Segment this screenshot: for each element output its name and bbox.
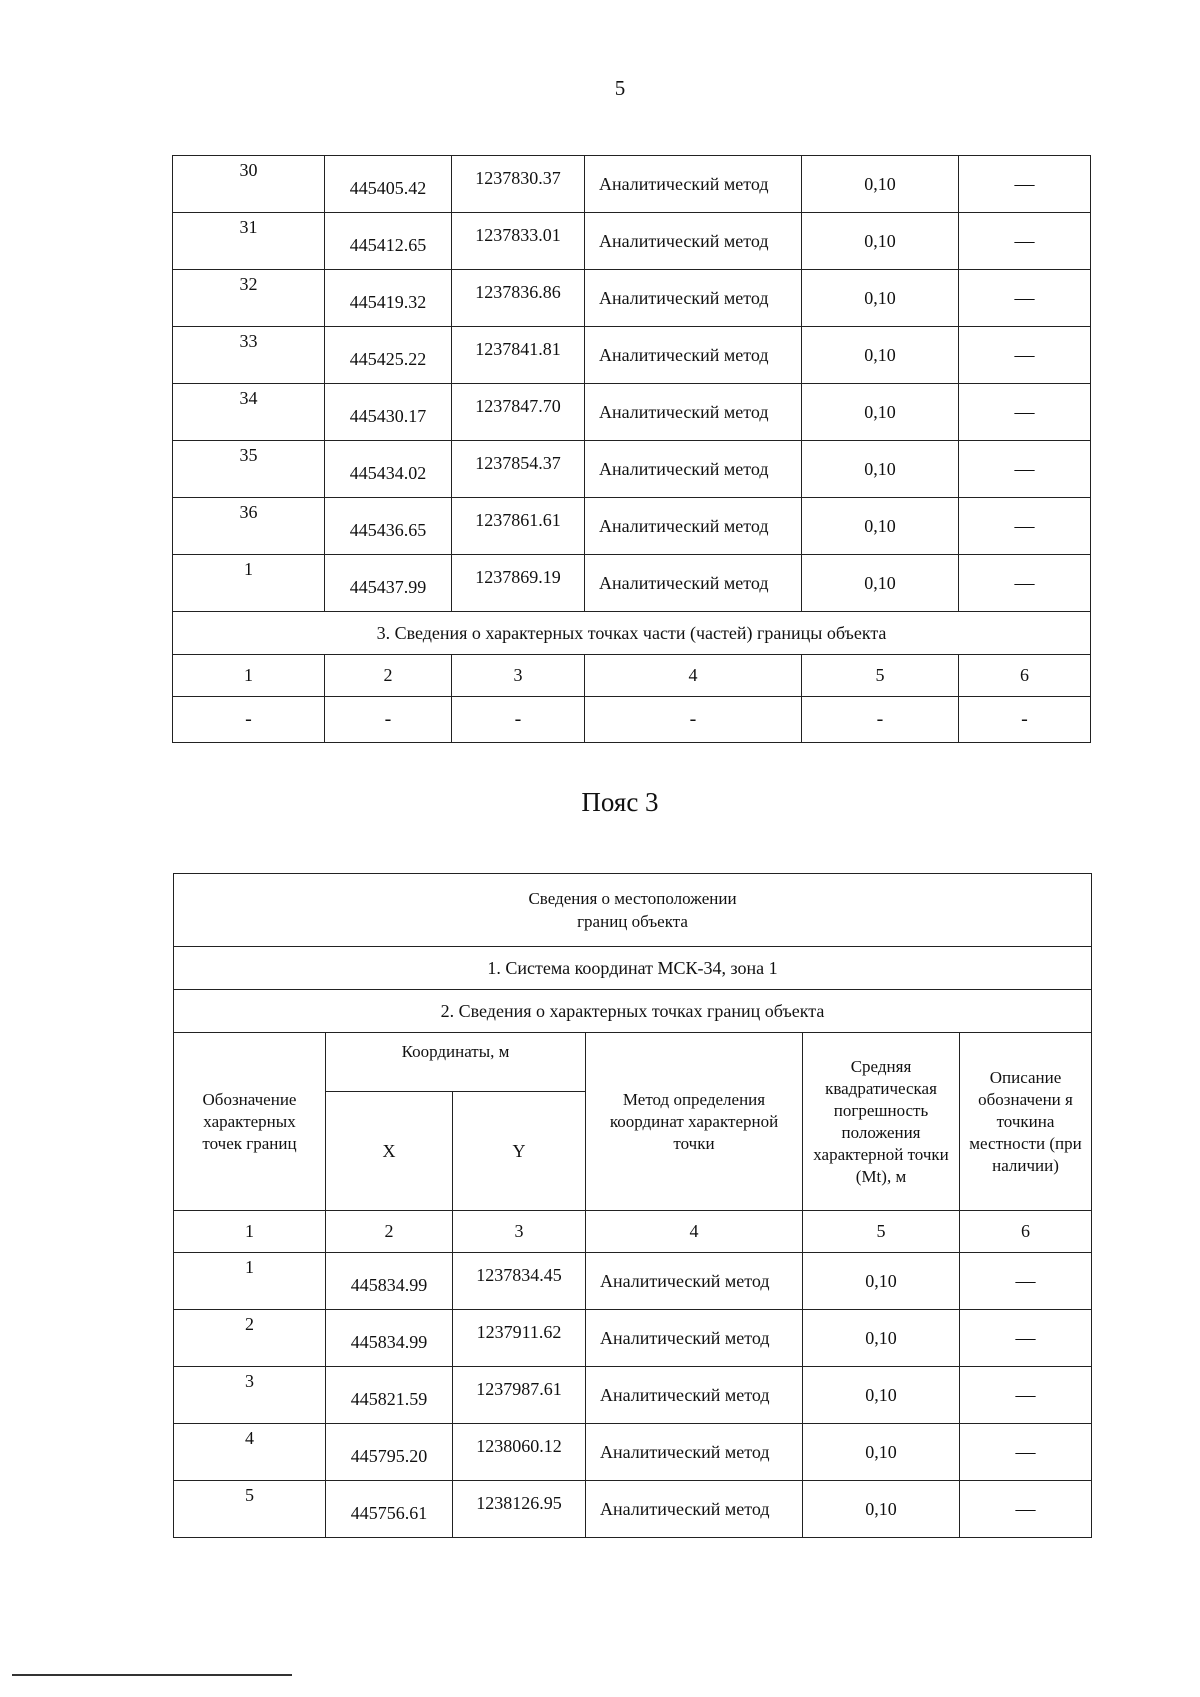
y-coordinate-cell (452, 270, 585, 327)
y-coordinate-value: 1238060.12 (476, 1435, 562, 1456)
method-cell: Аналитический метод (585, 555, 802, 612)
y-coordinate-value: 1237911.62 (476, 1321, 562, 1342)
x-coordinate-cell (326, 1310, 453, 1367)
column-index-cell: 4 (585, 655, 802, 697)
empty-value-cell: - (585, 697, 802, 743)
point-number-cell (174, 1424, 326, 1481)
table-heading (174, 874, 1092, 947)
y-coordinate-value: 1237830.37 (475, 167, 561, 188)
section3-heading: 3. Сведения о характерных точках части (частей) границы объекта (173, 612, 1091, 655)
error-cell: 0,10 (802, 327, 959, 384)
y-coordinate-cell (452, 498, 585, 555)
error-cell: 0,10 (802, 441, 959, 498)
col-y-header: Y (453, 1092, 586, 1211)
column-index-cell: 2 (326, 1211, 453, 1253)
point-number-value: 4 (245, 1428, 254, 1448)
section-title: Пояс 3 (581, 787, 659, 817)
x-coordinate-value: 445436.65 (349, 519, 427, 540)
table-heading-line2: границ объекта (577, 912, 688, 931)
x-coordinate-cell (325, 156, 452, 213)
error-cell: 0,10 (802, 270, 959, 327)
table-row (174, 1310, 1092, 1367)
point-number-cell (173, 441, 325, 498)
column-index-cell: 1 (174, 1211, 326, 1253)
boundary-points-table-continued (172, 155, 1091, 743)
error-cell: 0,10 (803, 1481, 960, 1538)
error-cell: 0,10 (803, 1253, 960, 1310)
x-coordinate-cell (325, 555, 452, 612)
footnote-rule (12, 1674, 292, 1676)
description-cell: — (959, 213, 1091, 270)
error-cell: 0,10 (803, 1310, 960, 1367)
column-index-cell: 3 (452, 655, 585, 697)
description-cell: — (960, 1310, 1092, 1367)
error-cell: 0,10 (802, 156, 959, 213)
page-number: 5 (614, 76, 626, 100)
x-coordinate-value: 445795.20 (350, 1445, 428, 1466)
y-coordinate-value: 1237847.70 (475, 395, 561, 416)
empty-value-cell: - (173, 697, 325, 743)
x-coordinate-value: 445430.17 (349, 405, 427, 426)
table-row (173, 327, 1091, 384)
point-number-cell (173, 498, 325, 555)
col-coords-header: Координаты, м (326, 1033, 586, 1092)
point-number-value: 36 (239, 502, 258, 522)
column-index-cell: 1 (173, 655, 325, 697)
y-coordinate-cell (453, 1253, 586, 1310)
x-coordinate-value: 445412.65 (349, 234, 427, 255)
col-point-header: Обозначение характерных точек границ (174, 1033, 326, 1211)
table-row (174, 1253, 1092, 1310)
method-cell: Аналитический метод (586, 1481, 803, 1538)
x-coordinate-cell (326, 1253, 453, 1310)
error-cell: 0,10 (802, 498, 959, 555)
method-cell: Аналитический метод (586, 1367, 803, 1424)
point-number-cell (174, 1310, 326, 1367)
y-coordinate-value: 1237833.01 (475, 224, 561, 245)
y-coordinate-value: 1237861.61 (475, 509, 561, 530)
point-number-cell (174, 1367, 326, 1424)
coord-system-heading: 1. Система координат МСК-34, зона 1 (174, 947, 1092, 990)
table-row (173, 213, 1091, 270)
table-row (173, 384, 1091, 441)
table-row (174, 1424, 1092, 1481)
point-number-cell (173, 327, 325, 384)
y-coordinate-value: 1237841.81 (475, 338, 561, 359)
point-number-cell (174, 1481, 326, 1538)
point-number-cell (174, 1253, 326, 1310)
x-coordinate-cell (326, 1367, 453, 1424)
method-cell: Аналитический метод (585, 213, 802, 270)
y-coordinate-cell (452, 213, 585, 270)
error-cell: 0,10 (802, 384, 959, 441)
point-number-value: 3 (245, 1371, 254, 1391)
point-number-cell (173, 270, 325, 327)
x-coordinate-cell (326, 1481, 453, 1538)
table-heading-line1: Сведения о местоположении (528, 889, 737, 908)
x-coordinate-cell (325, 327, 452, 384)
point-number-value: 2 (245, 1314, 254, 1334)
col-desc-header: Описание обозначени я точкина местности (при наличии) (960, 1033, 1092, 1211)
table-row (173, 270, 1091, 327)
y-coordinate-cell (452, 384, 585, 441)
table-row (173, 498, 1091, 555)
col-method-header: Метод определения координат характерной точки (586, 1033, 803, 1211)
empty-value-cell: - (802, 697, 959, 743)
x-coordinate-cell (325, 498, 452, 555)
x-coordinate-cell (325, 441, 452, 498)
table-row (173, 156, 1091, 213)
x-coordinate-cell (325, 384, 452, 441)
empty-value-cell: - (959, 697, 1091, 743)
point-number-value: 34 (239, 388, 258, 408)
description-cell: — (960, 1481, 1092, 1538)
method-cell: Аналитический метод (586, 1310, 803, 1367)
y-coordinate-cell (453, 1367, 586, 1424)
y-coordinate-value: 1237869.19 (475, 566, 561, 587)
description-cell: — (959, 498, 1091, 555)
description-cell: — (959, 384, 1091, 441)
empty-value-cell: - (452, 697, 585, 743)
method-cell: Аналитический метод (585, 327, 802, 384)
y-coordinate-cell (452, 327, 585, 384)
table-row (174, 1481, 1092, 1538)
error-cell: 0,10 (802, 555, 959, 612)
boundary-points-table-zone3 (173, 873, 1092, 1538)
point-number-cell (173, 384, 325, 441)
x-coordinate-value: 445434.02 (349, 462, 427, 483)
point-number-value: 35 (239, 445, 258, 465)
description-cell: — (959, 441, 1091, 498)
col-x-header: X (326, 1092, 453, 1211)
error-cell: 0,10 (803, 1424, 960, 1481)
method-cell: Аналитический метод (586, 1253, 803, 1310)
y-coordinate-cell (453, 1481, 586, 1538)
col-mt-header: Средняя квадратическая погрешность положения характерной точки (Mt), м (803, 1033, 960, 1211)
description-cell: — (960, 1424, 1092, 1481)
y-coordinate-cell (453, 1310, 586, 1367)
point-number-value: 31 (239, 217, 258, 237)
point-number-value: 33 (239, 331, 258, 351)
column-index-cell: 6 (959, 655, 1091, 697)
method-cell: Аналитический метод (586, 1424, 803, 1481)
x-coordinate-cell (326, 1424, 453, 1481)
method-cell: Аналитический метод (585, 270, 802, 327)
column-index-cell: 6 (960, 1211, 1092, 1253)
description-cell: — (959, 327, 1091, 384)
table-row (173, 441, 1091, 498)
column-index-cell: 5 (803, 1211, 960, 1253)
table-row (173, 555, 1091, 612)
method-cell: Аналитический метод (585, 441, 802, 498)
description-cell: — (960, 1253, 1092, 1310)
x-coordinate-value: 445425.22 (349, 348, 427, 369)
error-cell: 0,10 (802, 213, 959, 270)
x-coordinate-cell (325, 213, 452, 270)
column-index-cell: 4 (586, 1211, 803, 1253)
y-coordinate-value: 1238126.95 (476, 1492, 562, 1513)
x-coordinate-value: 445437.99 (349, 576, 427, 597)
y-coordinate-cell (452, 555, 585, 612)
method-cell: Аналитический метод (585, 498, 802, 555)
x-coordinate-value: 445756.61 (350, 1502, 428, 1523)
description-cell: — (959, 555, 1091, 612)
y-coordinate-value: 1237836.86 (475, 281, 561, 302)
x-coordinate-value: 445834.99 (350, 1274, 428, 1295)
point-number-cell (173, 156, 325, 213)
x-coordinate-cell (325, 270, 452, 327)
y-coordinate-value: 1237834.45 (476, 1264, 562, 1285)
method-cell: Аналитический метод (585, 156, 802, 213)
column-index-cell: 5 (802, 655, 959, 697)
y-coordinate-cell (452, 156, 585, 213)
y-coordinate-cell (453, 1424, 586, 1481)
x-coordinate-value: 445419.32 (349, 291, 427, 312)
x-coordinate-value: 445821.59 (350, 1388, 428, 1409)
point-number-cell (173, 555, 325, 612)
error-cell: 0,10 (803, 1367, 960, 1424)
point-number-value: 1 (244, 559, 253, 579)
x-coordinate-value: 445405.42 (349, 177, 427, 198)
section2-heading: 2. Сведения о характерных точках границ объекта (174, 990, 1092, 1033)
empty-value-cell: - (325, 697, 452, 743)
y-coordinate-value: 1237854.37 (475, 452, 561, 473)
description-cell: — (959, 156, 1091, 213)
y-coordinate-cell (452, 441, 585, 498)
description-cell: — (960, 1367, 1092, 1424)
method-cell: Аналитический метод (585, 384, 802, 441)
point-number-value: 32 (239, 274, 258, 294)
table-row (174, 1367, 1092, 1424)
point-number-value: 5 (245, 1485, 254, 1505)
column-index-cell: 2 (325, 655, 452, 697)
x-coordinate-value: 445834.99 (350, 1331, 428, 1352)
description-cell: — (959, 270, 1091, 327)
y-coordinate-value: 1237987.61 (476, 1378, 562, 1399)
point-number-value: 30 (239, 160, 258, 180)
column-index-cell: 3 (453, 1211, 586, 1253)
point-number-cell (173, 213, 325, 270)
point-number-value: 1 (245, 1257, 254, 1277)
